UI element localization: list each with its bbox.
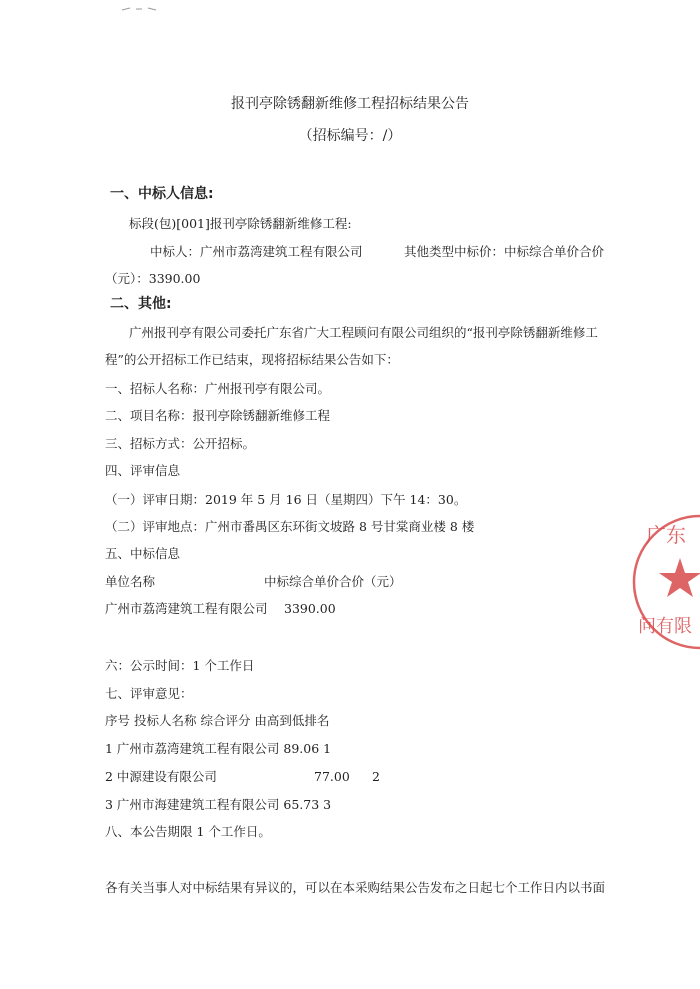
review-place: （二）评审地点：广州市番禺区东环街文坡路 8 号甘棠商业楼 8 楼 xyxy=(105,519,475,534)
ranking-row-2-name: 2 中源建设有限公司 xyxy=(105,769,217,784)
objection-line: 各有关当事人对中标结果有异议的，可以在本采购结果公告发布之日起七个工作日内以书面 xyxy=(105,880,606,895)
seal-text-bottom: 问有限 xyxy=(638,616,692,637)
intro-line-1: 广州报刊亭有限公司委托广东省广大工程顾问有限公司组织的“报刊亭除锈翻新维修工 xyxy=(129,325,598,340)
section-heading-other: 二、其他: xyxy=(110,296,172,312)
item-announcement-period: 八、本公告期限 1 个工作日。 xyxy=(105,824,271,839)
item-tenderer: 一、招标人名称：广州报刊亭有限公司。 xyxy=(105,381,331,396)
table-cell-unit: 广州市荔湾建筑工程有限公司 xyxy=(105,601,268,616)
table-header-price: 中标综合单价合价（元） xyxy=(264,574,402,589)
official-seal xyxy=(628,500,700,680)
table-header-unit: 单位名称 xyxy=(105,574,156,589)
ranking-header: 序号 投标人名称 综合评分 由高到低排名 xyxy=(105,713,330,728)
winner-line: 中标人：广州市荔湾建筑工程有限公司 xyxy=(150,244,363,259)
lot-line: 标段(包)[001]报刊亭除锈翻新维修工程: xyxy=(129,216,352,231)
section-heading-winner: 一、中标人信息: xyxy=(110,186,214,202)
ranking-row-2-score: 77.00 xyxy=(314,769,350,784)
review-date: （一）评审日期：2019 年 5 月 16 日（星期四）下午 14：30。 xyxy=(105,492,467,507)
item-project-name: 二、项目名称：报刊亭除锈翻新维修工程 xyxy=(105,408,331,423)
item-tender-method: 三、招标方式：公开招标。 xyxy=(105,436,256,451)
scan-smudge xyxy=(120,6,160,12)
seal-text-top: 广东 xyxy=(646,523,686,547)
item-winning-info: 五、中标信息 xyxy=(105,546,181,561)
intro-line-2: 程”的公开招标工作已结束，现将招标结果公告如下： xyxy=(105,352,399,367)
item-publicity-period: 六：公示时间：1 个工作日 xyxy=(105,658,255,673)
ranking-row-3: 3 广州市海建建筑工程有限公司 65.73 3 xyxy=(105,797,332,812)
document-title: 报刊亭除锈翻新维修工程招标结果公告 xyxy=(231,96,469,112)
tender-number: （招标编号：/） xyxy=(298,128,402,144)
item-review-opinion: 七、评审意见： xyxy=(105,686,193,701)
table-cell-price: 3390.00 xyxy=(284,601,336,616)
item-review-info: 四、评审信息 xyxy=(105,463,181,478)
ranking-row-2-rank: 2 xyxy=(372,769,380,784)
price-line: （元）：3390.00 xyxy=(105,271,201,286)
ranking-row-1: 1 广州市荔湾建筑工程有限公司 89.06 1 xyxy=(105,741,332,756)
price-label: 其他类型中标价：中标综合单价合价 xyxy=(404,244,605,259)
